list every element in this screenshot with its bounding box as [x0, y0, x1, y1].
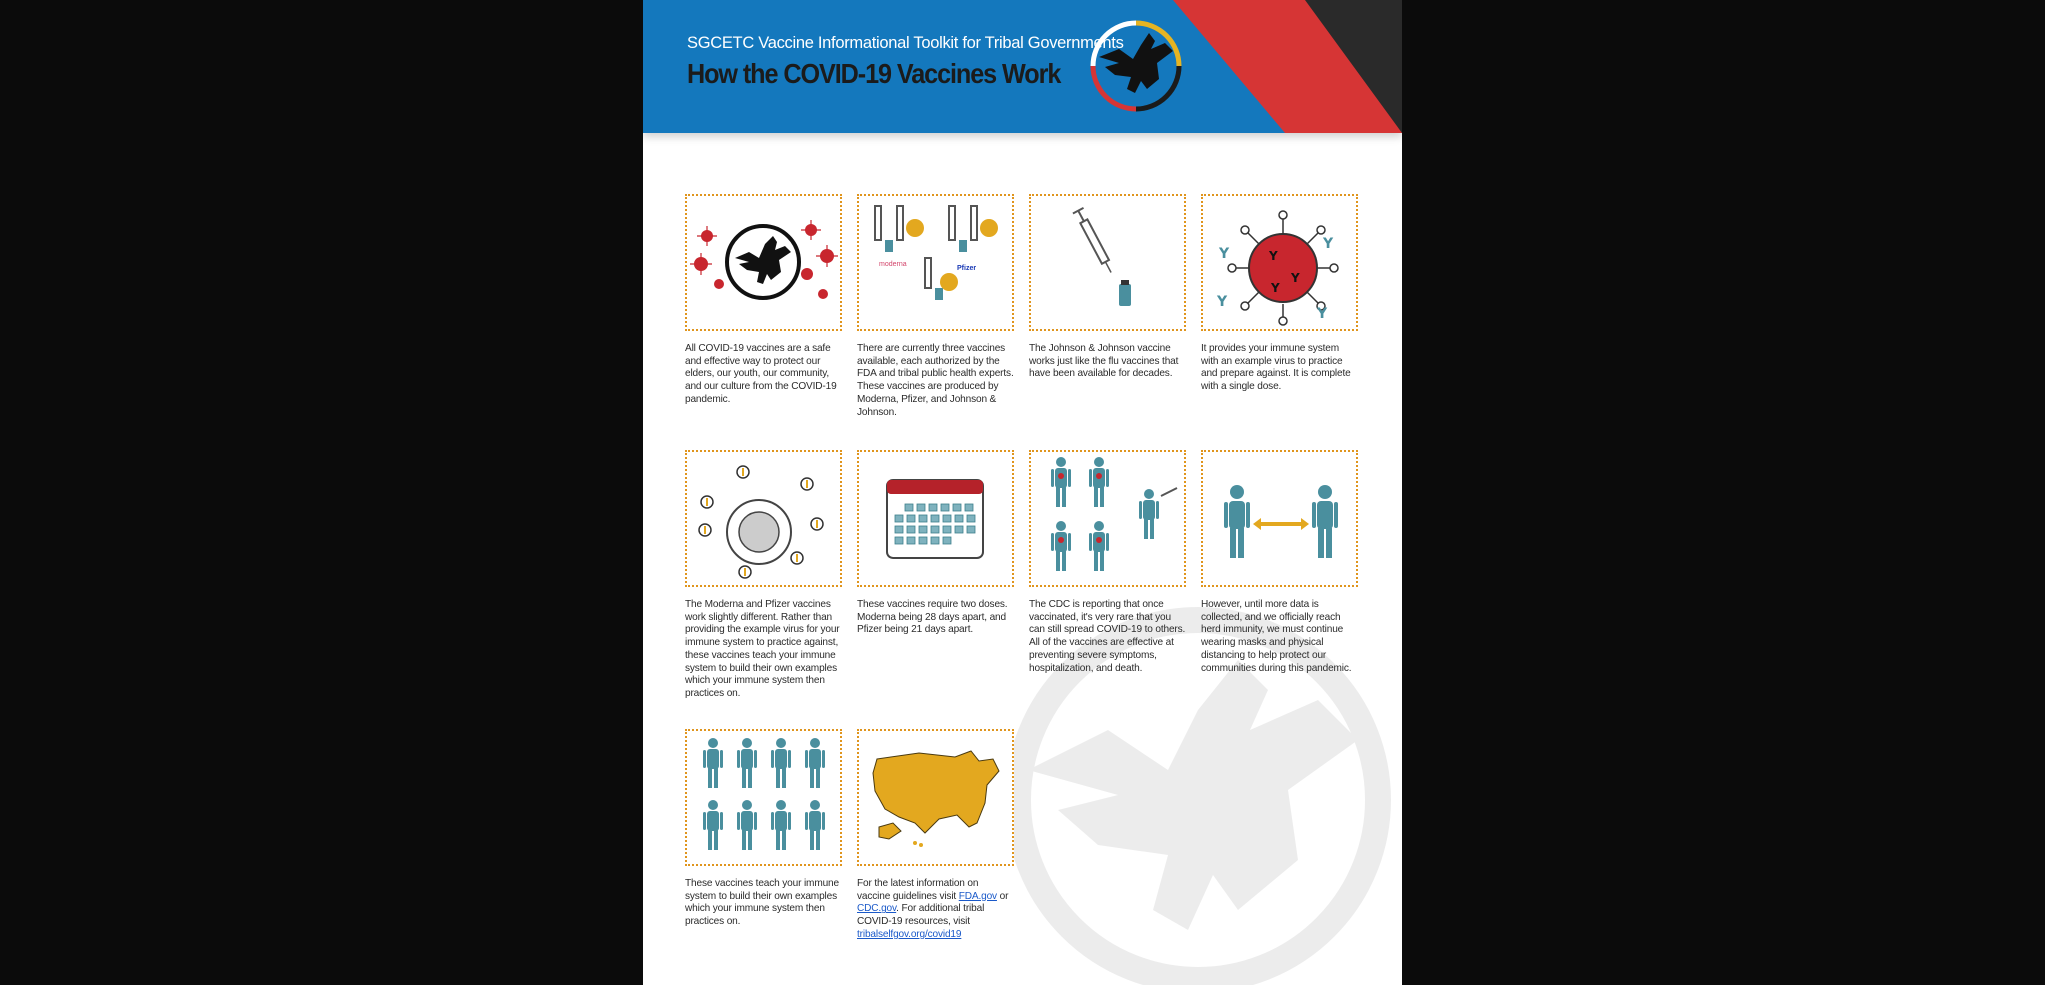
card-mrna-vaccines	[685, 450, 842, 701]
card-cdc-reporting	[1029, 450, 1186, 675]
svg-text:Y: Y	[1271, 281, 1280, 295]
page-title: How the COVID-19 Vaccines Work	[687, 58, 1061, 89]
toolkit-page	[643, 0, 1402, 985]
svg-text:Y: Y	[1219, 246, 1230, 262]
header-subtitle: SGCETC Vaccine Informational Toolkit for Tribal Governments	[687, 34, 1124, 52]
svg-text:Y: Y	[1291, 271, 1300, 285]
card-caption: The CDC is reporting that once vaccinated, it's very rare that you can still spread COVID-19 to others. All of the vaccines are effective at preventing severe symptoms, hospitalization, and death.	[1029, 599, 1186, 674]
card-safe-effective	[685, 194, 842, 407]
card-teach-immune	[685, 729, 842, 929]
svg-text:Y: Y	[1317, 306, 1328, 322]
image-frame	[1029, 450, 1186, 587]
calendar-icon	[859, 452, 1012, 585]
svg-text:Y: Y	[1269, 249, 1278, 263]
cdc-link[interactable]: CDC.gov	[857, 903, 897, 915]
svg-text:Pfizer: Pfizer	[957, 265, 977, 272]
image-frame	[1029, 194, 1186, 331]
image-frame	[685, 450, 842, 587]
card-immune-practice	[1201, 194, 1358, 394]
header-banner	[643, 0, 1402, 133]
image-frame	[857, 194, 1014, 331]
card-caption: It provides your immune system with an example virus to practice and prepare against. It is complete with a single dose.	[1201, 343, 1351, 393]
svg-text:moderna: moderna	[879, 261, 907, 268]
card-caption: All COVID-19 vaccines are a safe and effective way to protect our elders, our youth, our community, and our culture from the COVID-19 pandemic.	[685, 343, 837, 405]
svg-text:Y: Y	[1323, 236, 1334, 252]
image-frame	[685, 729, 842, 866]
card-caption: For the latest information on vaccine guidelines visit FDA.gov or CDC.gov. For additional tribal COVID-19 resources, visit tribalselfgov.org/covid19	[857, 878, 1009, 940]
image-frame	[857, 729, 1014, 866]
group-people-icon	[687, 731, 840, 864]
card-distancing	[1201, 450, 1358, 675]
cell-proteins-icon	[687, 452, 840, 585]
card-caption: The Moderna and Pfizer vaccines work slightly different. Rather than providing the example virus for your immune system to practice against, these vaccines teach your immune system to build their own examples which your immune system then practices on.	[685, 599, 840, 699]
syringes-brands-icon	[859, 196, 1012, 329]
people-infection-icon	[1031, 452, 1184, 585]
distancing-icon	[1203, 452, 1356, 585]
eagle-logo-icon	[1089, 19, 1183, 113]
card-caption: These vaccines teach your immune system to build their own examples which your immune system then practices on.	[685, 878, 839, 928]
card-johnson-flu	[1029, 194, 1186, 381]
eagle-virus-icon	[687, 196, 840, 329]
image-frame	[1201, 450, 1358, 587]
image-frame	[857, 450, 1014, 587]
card-two-doses	[857, 450, 1014, 637]
card-caption: These vaccines require two doses. Moderna being 28 days apart, and Pfizer being 21 days apart.	[857, 599, 1008, 636]
card-three-vaccines	[857, 194, 1014, 419]
card-caption: However, until more data is collected, and we officially reach herd immunity, we must continue wearing masks and physical distancing to help protect our communities during this pandemic.	[1201, 599, 1352, 674]
card-caption: There are currently three vaccines available, each authorized by the FDA and tribal public health experts. These vaccines are produced by Moderna, Pfizer, and Johnson & Johnson.	[857, 343, 1014, 418]
virus-antibodies-icon	[1203, 196, 1356, 329]
card-latest-info	[857, 729, 1014, 942]
fda-link[interactable]: FDA.gov	[958, 890, 997, 902]
tribal-covid-link[interactable]: tribalselfgov.org/covid19	[857, 928, 962, 940]
image-frame	[1201, 194, 1358, 331]
us-map-icon	[859, 731, 1012, 864]
card-caption: The Johnson & Johnson vaccine works just like the flu vaccines that have been available for decades.	[1029, 343, 1179, 380]
single-syringe-icon	[1031, 196, 1184, 329]
image-frame	[685, 194, 842, 331]
svg-text:Y: Y	[1217, 294, 1228, 310]
